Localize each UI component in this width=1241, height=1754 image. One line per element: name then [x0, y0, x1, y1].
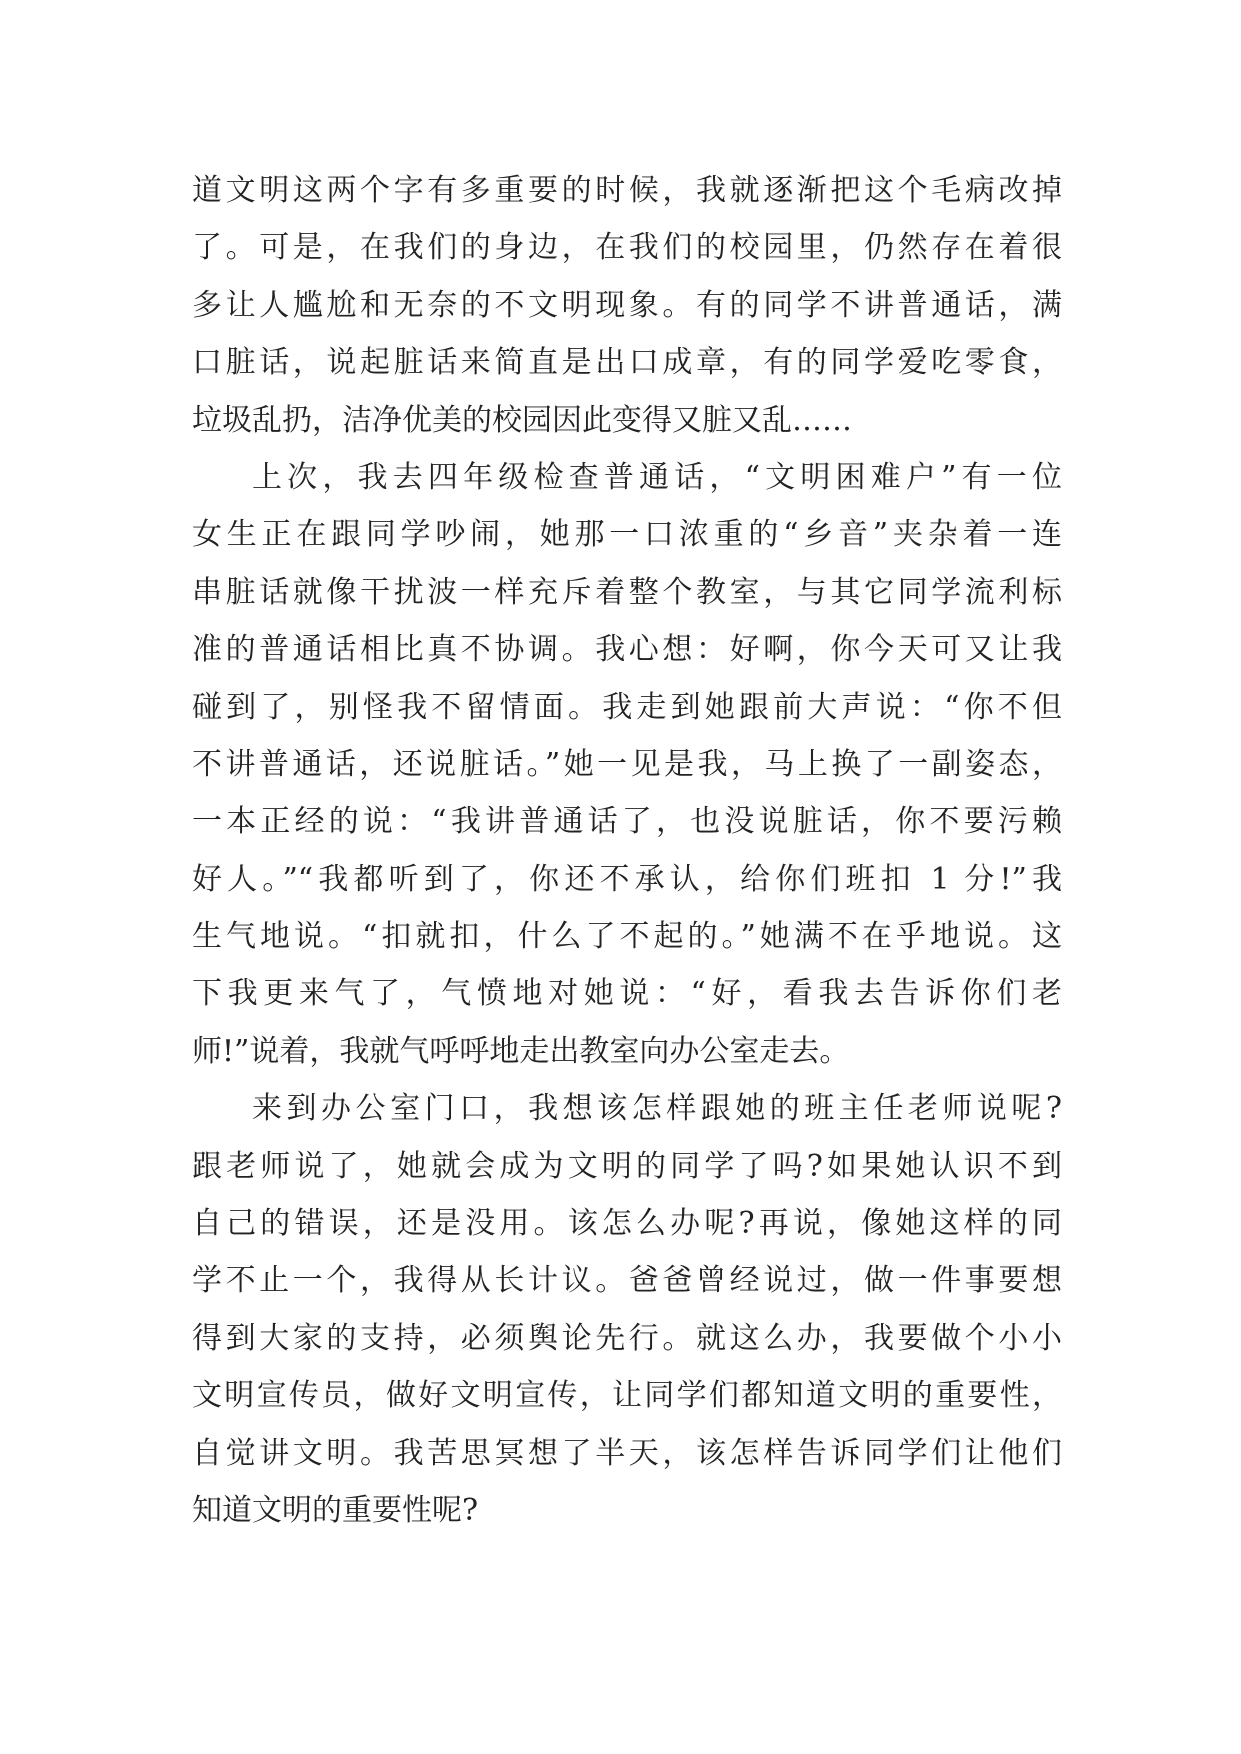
text-line: 女生正在跟同学吵闹，她那一口浓重的“乡音”夹杂着一连 [192, 517, 1062, 553]
text-line: 自己的错误，还是没用。该怎么办呢?再说，像她这样的同 [192, 1206, 1062, 1242]
text-line: 学不止一个，我得从长计议。爸爸曾经说过，做一件事要想 [192, 1263, 1062, 1299]
text-line: 好人。”“我都听到了，你还不承认，给你们班扣 1 分!”我 [192, 861, 1062, 897]
paragraph-start-line: 上次，我去四年级检查普通话，“文明困难户”有一位 [252, 459, 1062, 495]
paragraph-end-line: 垃圾乱扔，洁净优美的校园因此变得又脏又乱…… [192, 402, 852, 438]
text-line: 文明宣传员，做好文明宣传，让同学们都知道文明的重要性， [192, 1378, 1062, 1414]
text-line: 口脏话，说起脏话来简直是出口成章，有的同学爱吃零食， [192, 345, 1062, 381]
text-line: 准的普通话相比真不协调。我心想：好啊，你今天可又让我 [192, 632, 1062, 668]
text-line: 自觉讲文明。我苦思冥想了半天，该怎样告诉同学们让他们 [192, 1435, 1062, 1471]
paragraph-start-line: 来到办公室门口，我想该怎样跟她的班主任老师说呢? [252, 1091, 1062, 1127]
text-line: 跟老师说了，她就会成为文明的同学了吗?如果她认识不到 [192, 1148, 1062, 1184]
text-line: 生气地说。“扣就扣，什么了不起的。”她满不在乎地说。这 [192, 919, 1062, 955]
body-text [192, 162, 1062, 1539]
text-line: 多让人尴尬和无奈的不文明现象。有的同学不讲普通话，满 [192, 287, 1062, 323]
text-line: 道文明这两个字有多重要的时候，我就逐渐把这个毛病改掉 [192, 173, 1062, 208]
text-line: 了。可是，在我们的身边，在我们的校园里，仍然存在着很 [192, 230, 1062, 266]
paragraph-end-line: 师!”说着，我就气呼呼地走出教室向办公室走去。 [192, 1033, 850, 1069]
text-line: 下我更来气了，气愤地对她说：“好，看我去告诉你们老 [192, 976, 1062, 1012]
text-line: 不讲普通话，还说脏话。”她一见是我，马上换了一副姿态， [192, 746, 1062, 782]
text-line: 一本正经的说：“我讲普通话了，也没说脏话，你不要污赖 [192, 804, 1062, 840]
text-line: 碰到了，别怪我不留情面。我走到她跟前大声说：“你不但 [192, 689, 1062, 725]
paragraph-end-line: 知道文明的重要性呢? [192, 1492, 479, 1528]
text-line: 得到大家的支持，必须舆论先行。就这么办，我要做个小小 [192, 1320, 1062, 1356]
text-line: 串脏话就像干扰波一样充斥着整个教室，与其它同学流利标 [192, 574, 1062, 610]
